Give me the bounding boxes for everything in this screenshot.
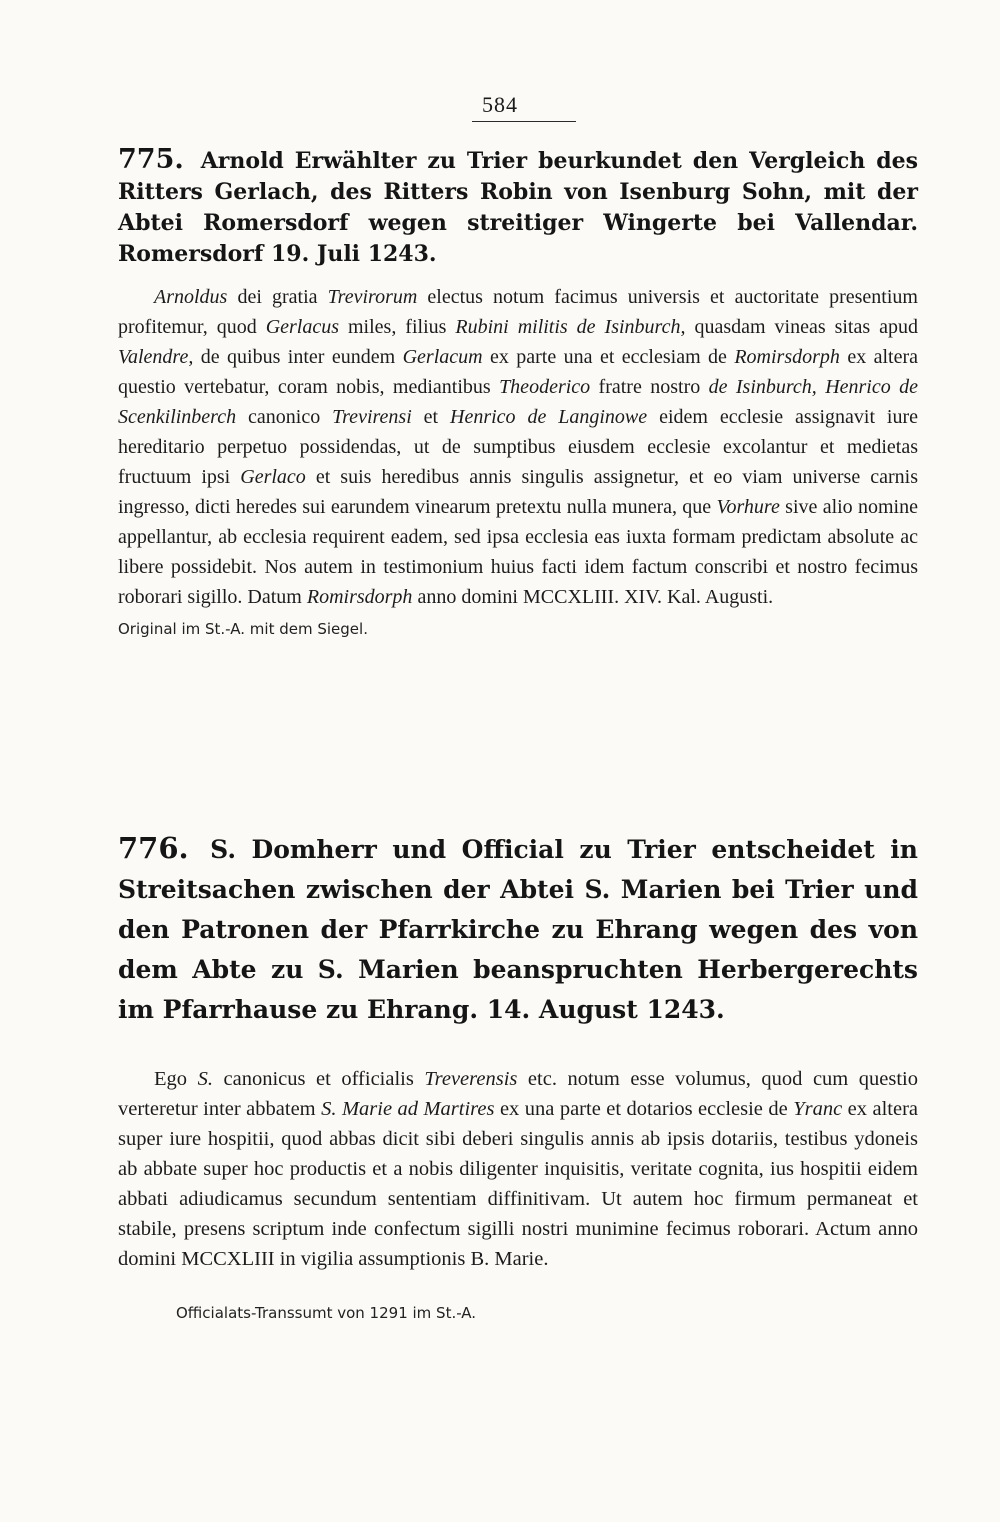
text-run: canonico: [236, 406, 333, 428]
italic-run: Vorhure: [716, 496, 780, 518]
italic-run: S.: [197, 1068, 213, 1090]
italic-run: Trevirensi: [332, 406, 412, 428]
entry-heading-text: S. Domherr und Official zu Trier entscheidet in Streitsachen zwischen der Abtei S. Marien bei Trier und den Patronen der Pfarrkirche zu Ehrang wegen des von dem Abte zu S. Marien beanspruchten Herbergerechts im Pfarrhause zu Ehrang. 14. August 1243.: [118, 835, 918, 1024]
text-run: ex altera super iure hospitii, quod abbas dicit sibi deberi singulis annis ab ipsis dotariis, testibus ydoneis ab abbate super hoc productis et a nobis diligenter inquisitis, veritate cognita, ius hospitii eidem abbati adiudicamus secundum sententiam diffinitivam. Ut autem hoc firmum permaneat et stabile, presens scriptum inde confectum sigilli nostri munimine fecimus roborari. Actum anno domini MCCXLIII in vigilia assumptionis B. Marie.: [118, 1098, 918, 1270]
text-run: fratre nostro: [590, 376, 709, 398]
italic-run: Trevirorum: [327, 286, 418, 308]
italic-run: Treverensis: [424, 1068, 518, 1090]
text-run: ex parte una et ecclesiam de: [482, 346, 735, 368]
italic-run: de Isinburch, Henrico de Scenkilinberch: [118, 376, 918, 428]
entry-number: 776.: [118, 831, 189, 865]
text-run: anno domini MCCXLIII. XIV. Kal. Augusti.: [412, 586, 774, 608]
text-run: ex altera questio vertebatur, coram nobis, mediantibus: [118, 346, 919, 398]
text-run: dei gratia: [227, 286, 328, 308]
italic-run: Arnoldus: [154, 286, 228, 308]
italic-run: S. Marie ad Martires: [321, 1098, 495, 1120]
text-run: Ego: [154, 1068, 198, 1090]
italic-run: Gerlacum: [402, 346, 483, 368]
entry-body: [118, 1064, 918, 1274]
text-run: et suis heredibus annis singulis assignetur, et eo viam universe carnis ingresso, dicti heredes sui earundem vinearum pretextu nulla munera, que: [118, 466, 918, 518]
italic-run: Rubini militis de Isinburch,: [455, 316, 686, 338]
italic-run: Theoderico: [499, 376, 591, 398]
italic-run: Romirsdorph: [734, 346, 840, 368]
text-run: canonicus et officialis: [212, 1068, 425, 1090]
text-run: quasdam vineas sitas apud: [685, 316, 918, 338]
italic-run: Yranc: [793, 1098, 843, 1120]
entry-body: [118, 282, 918, 612]
entry-heading-text: Arnold Erwählter zu Trier beurkundet den Vergleich des Ritters Gerlach, des Ritters Robin von Isenburg Sohn, mit der Abtei Romersdorf wegen streitiger Wingerte bei Vallendar. Romersdorf 19. Juli 1243.: [118, 148, 918, 267]
text-run: miles, filius: [339, 316, 456, 338]
italic-run: Gerlacus: [265, 316, 340, 338]
text-run: eidem ecclesie assignavit iure hereditario perpetuo possidendas, ut de sumptibus eiusdem ecclesie excolantur et medietas fructuum ipsi: [118, 406, 919, 488]
document-entry-775: [118, 144, 918, 638]
source-note: Original im St.-A. mit dem Siegel.: [118, 620, 368, 638]
italic-run: Valendre,: [118, 346, 194, 368]
italic-run: Henrico de Langinowe: [450, 406, 648, 428]
text-run: electus notum facimus universis et auctoritate presentium profitemur, quod: [118, 286, 918, 338]
page-number: 584: [482, 92, 518, 117]
entry-heading: [118, 828, 918, 1030]
page-number-rule: [472, 121, 576, 122]
entry-heading: [118, 144, 918, 270]
text-run: sive alio nomine appellantur, ab ecclesia requirent eadem, sed ipsa ecclesia eas iuxta formam predictam absolute ac libere possidebit. Nos autem in testimonium huius facti idem factum conscribi et nostro fecimus roborari sigillo. Datum: [118, 496, 918, 608]
italic-run: Romirsdorph: [306, 586, 413, 608]
text-run: etc. notum esse volumus, quod cum questio verteretur inter abbatem: [118, 1068, 918, 1120]
italic-run: Gerlaco: [240, 466, 306, 488]
text-run: ex una parte et dotarios ecclesie de: [494, 1098, 794, 1120]
entry-number: 775.: [118, 144, 184, 175]
document-entry-776: [118, 828, 918, 1322]
text-run: et: [411, 406, 451, 428]
source-note: Officialats-Transsumt von 1291 im St.-A.: [176, 1304, 477, 1322]
text-run: de quibus inter eundem: [193, 346, 403, 368]
